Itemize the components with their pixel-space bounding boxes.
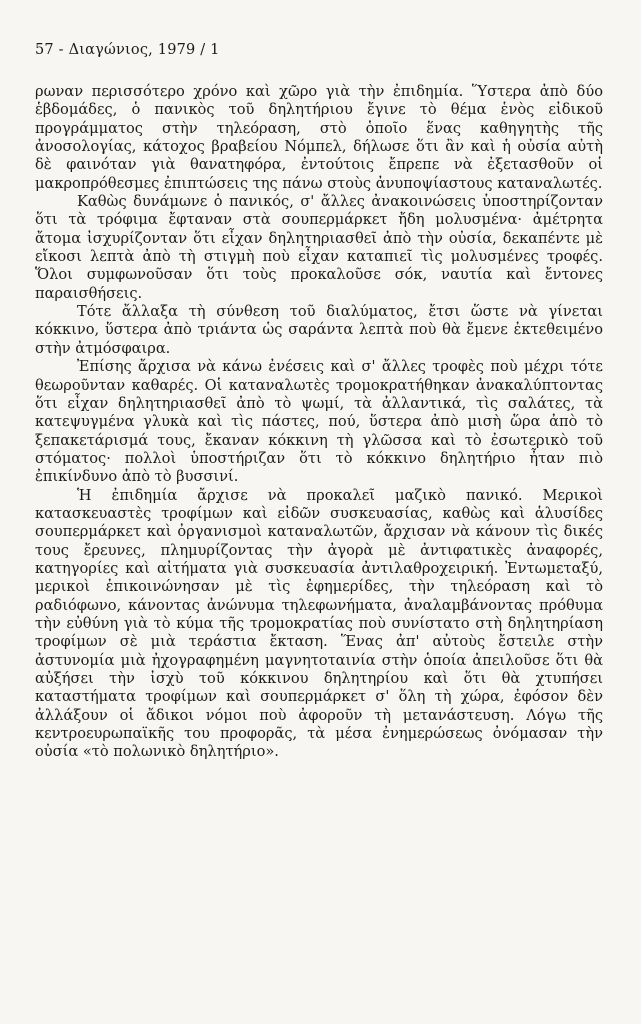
- paragraph: Ἡ ἐπιδημία ἄρχισε νὰ προκαλεῖ μαζικὸ πανικό. Μερικοὶ κατασκευαστὲς τροφίμων καὶ εἰδῶν συσκευασίας, καθὼς καὶ ἁλυσίδες σουπερμάρκετ καὶ ὀργανισμοὶ καταναλωτῶν, ἄρχισαν νὰ κάνουν τὶς δικές τους ἔρευνες, πλημυρίζοντας τὴν ἀγορὰ μὲ ἀντιφατικὲς ἀναφορές, κατηγορίες καὶ αἰτήματα γιὰ συσκευασία ἀντιλαθροχειρική. Ἐντωμεταξύ, μερικοὶ ἐπικοινώνησαν μὲ τὶς ἐφημερίδες, τὴν τηλεόραση καὶ τὸ ραδιόφωνο, κάνοντας ἀνώνυμα τηλεφωνήματα, ἀναλαμβάνοντας πρόθυμα τὴν εὐθύνη γιὰ τὸ κύμα τῆς τρομοκρατίας ποὺ συνίστατο στὴ δηλητηρίαση τροφίμων σὲ μιὰ τεράστια ἔκταση. Ἕνας ἀπ' αὐτοὺς ἔστειλε στὴν ἀστυνομία μιὰ ἠχογραφημένη μαγνητοταινία στὴν ὁποία ἀπειλοῦσε ὅτι θὰ αὐξήσει τὴν ἰσχὺ τοῦ κόκκινου δηλητηρίου καὶ ὅτι θὰ χτυπήσει καταστήματα τροφίμων καὶ σουπερμάρκετ σ' ὅλη τὴ χώρα, ἐφόσον δὲν ἀλλάξουν οἱ ἄδικοι νόμοι ποὺ ἀφοροῦν τὴ μετανάστευση. Λόγω τῆς κεντροευρωπαϊκῆς του προφορᾶς, τὰ μέσα ἐνημερώσεως ὀνόμασαν τὴν οὐσία «τὸ πολωνικὸ δηλητήριο».: [35, 486, 603, 761]
- paragraph: Τότε ἄλλαξα τὴ σύνθεση τοῦ διαλύματος, ἔτσι ὥστε νὰ γίνεται κόκκινο, ὕστερα ἀπὸ τριάντα ὡς σαράντα λεπτὰ ποὺ θὰ ἔμενε ἐκτεθειμένο στὴν ἀτμόσφαιρα.: [35, 303, 603, 357]
- running-head: 57 - Διαγώνιος, 1979 / 1: [35, 42, 220, 58]
- paragraph-continued: ρωναν περισσότερο χρόνο καὶ χῶρο γιὰ τὴν ἐπιδημία. Ὕστερα ἀπὸ δύο ἑβδομάδες, ὁ πανικὸς τοῦ δηλητήριου ἔγινε τὸ θέμα ἑνὸς εἰδικοῦ προγράμματος στὴν τηλεόραση, στὸ ὁποῖο ἕνας καθηγητὴς τῆς ἀνοσολογίας, κάτοχος βραβείου Νόμπελ, δήλωσε ὅτι ἂν καὶ ἡ οὐσία αὐτὴ δὲ φαινόταν γιὰ θανατηφόρα, ἐντούτοις ἔπρεπε νὰ ἐξετασθοῦν οἱ μακροπρόθεσμες ἐπιπτώσεις της πάνω στοὺς ἀνυποψίαστους καταναλωτές.: [35, 83, 603, 192]
- paragraph: Καθὼς δυνάμωνε ὁ πανικός, σ' ἄλλες ἀνακοινώσεις ὑποστηρίζονταν ὅτι τὰ τρόφιμα ἔφταναν στὰ σουπερμάρκετ ἤδη μολυσμένα· ἀμέτρητα ἄτομα ἰσχυρίζονταν ὅτι εἶχαν δηλητηριασθεῖ ἀπὸ τὴν οὐσία, δεκαπέντε μὲ εἴκοσι λεπτὰ ἀπὸ τὴ στιγμὴ ποὺ εἶχαν καταπιεῖ τὶς μολυσμένες τροφές. Ὅλοι συμφωνοῦσαν ὅτι τοὺς προκαλοῦσε σόκ, ναυτία καὶ ἔντονες παραισθήσεις.: [35, 193, 603, 302]
- article-body: [35, 83, 603, 762]
- paragraph: Ἐπίσης ἄρχισα νὰ κάνω ἐνέσεις καὶ σ' ἄλλες τροφὲς ποὺ μέχρι τότε θεωροῦνταν καθαρές. Οἱ καταναλωτὲς τρομοκρατήθηκαν ἀνακαλύπτοντας ὅτι εἶχαν δηλητηριασθεῖ ἀπὸ τὸ ψωμί, τὰ ἀλλαντικά, τὶς σαλάτες, τὰ κατεψυγμένα γλυκὰ καὶ τὶς πάστες, πού, ὕστερα ἀπὸ μισὴ ὥρα ἀπὸ τὸ ξεπακετάρισμά τους, ἔκαναν κόκκινη τὴ γλῶσσα καὶ τὸ ἐσωτερικὸ τοῦ στόματος· πολλοὶ ὑποστήριζαν ὅτι τὸ κόκκινο δηλητήριο ἦταν πιὸ ἐπικίνδυνο ἀπὸ τὸ βυσσινί.: [35, 358, 603, 486]
